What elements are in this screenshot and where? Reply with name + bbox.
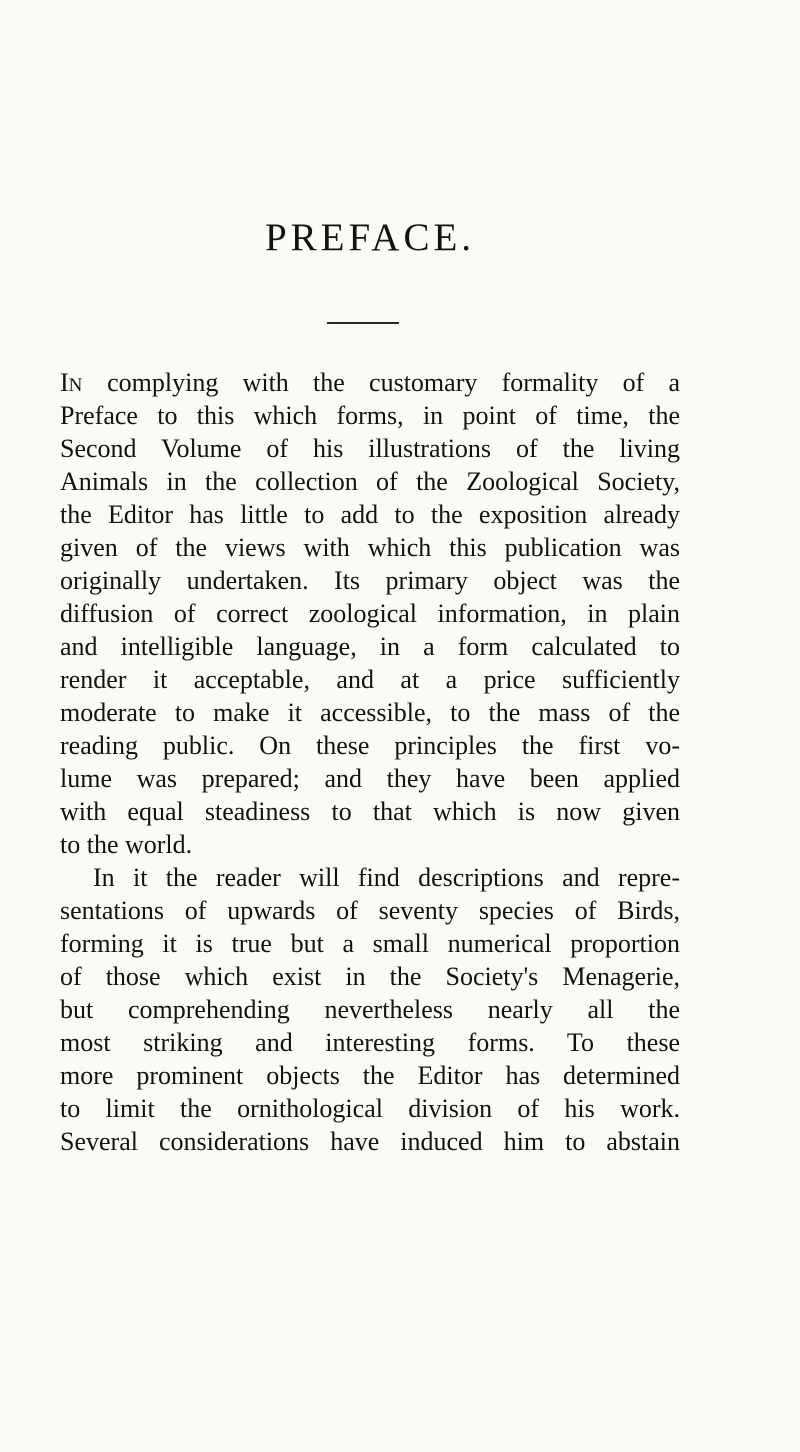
text-line: Animals in the collection of the Zoological Society, <box>60 467 680 496</box>
text-line: more prominent objects the Editor has determined <box>60 1061 680 1090</box>
text-line: most striking and interesting forms. To these <box>60 1028 680 1057</box>
text-line: render it acceptable, and at a price sufficiently <box>60 665 680 694</box>
text-line: Second Volume of his illustrations of the living <box>60 434 680 463</box>
text-line: originally undertaken. Its primary object was the <box>60 566 680 595</box>
page-title: PREFACE. <box>264 216 476 259</box>
text-line: moderate to make it accessible, to the mass of the <box>60 698 680 727</box>
text-line: lume was prepared; and they have been applied <box>60 764 680 793</box>
text-line: forming it is true but a small numerical proportion <box>60 929 680 958</box>
text-line: diffusion of correct zoological information, in plain <box>60 599 680 628</box>
text-line <box>60 366 680 399</box>
line-text: complying with the customary formality of a <box>82 368 680 397</box>
text-line: Preface to this which forms, in point of time, the <box>60 401 680 430</box>
title-rule <box>327 322 399 324</box>
text-line: to the world. <box>60 830 193 859</box>
text-line: Several considerations have induced him to abstain <box>60 1127 680 1156</box>
text-line: of those which exist in the Society's Menagerie, <box>60 962 680 991</box>
text-line: the Editor has little to add to the exposition already <box>60 500 680 529</box>
text-line: In it the reader will find descriptions and repre- <box>93 863 680 892</box>
text-line: but comprehending nevertheless nearly all the <box>60 995 680 1024</box>
preface-text <box>60 366 680 1158</box>
text-line: and intelligible language, in a form calculated to <box>60 632 680 661</box>
text-line: given of the views with which this publication was <box>60 533 680 562</box>
text-line: with equal steadiness to that which is now given <box>60 797 680 826</box>
text-line: reading public. On these principles the first vo- <box>60 731 680 760</box>
text-line: to limit the ornithological division of his work. <box>60 1094 680 1123</box>
text-line: sentations of upwards of seventy species of Birds, <box>60 896 680 925</box>
small-caps-letter: N <box>68 375 83 396</box>
initial-letter: I <box>60 368 69 397</box>
